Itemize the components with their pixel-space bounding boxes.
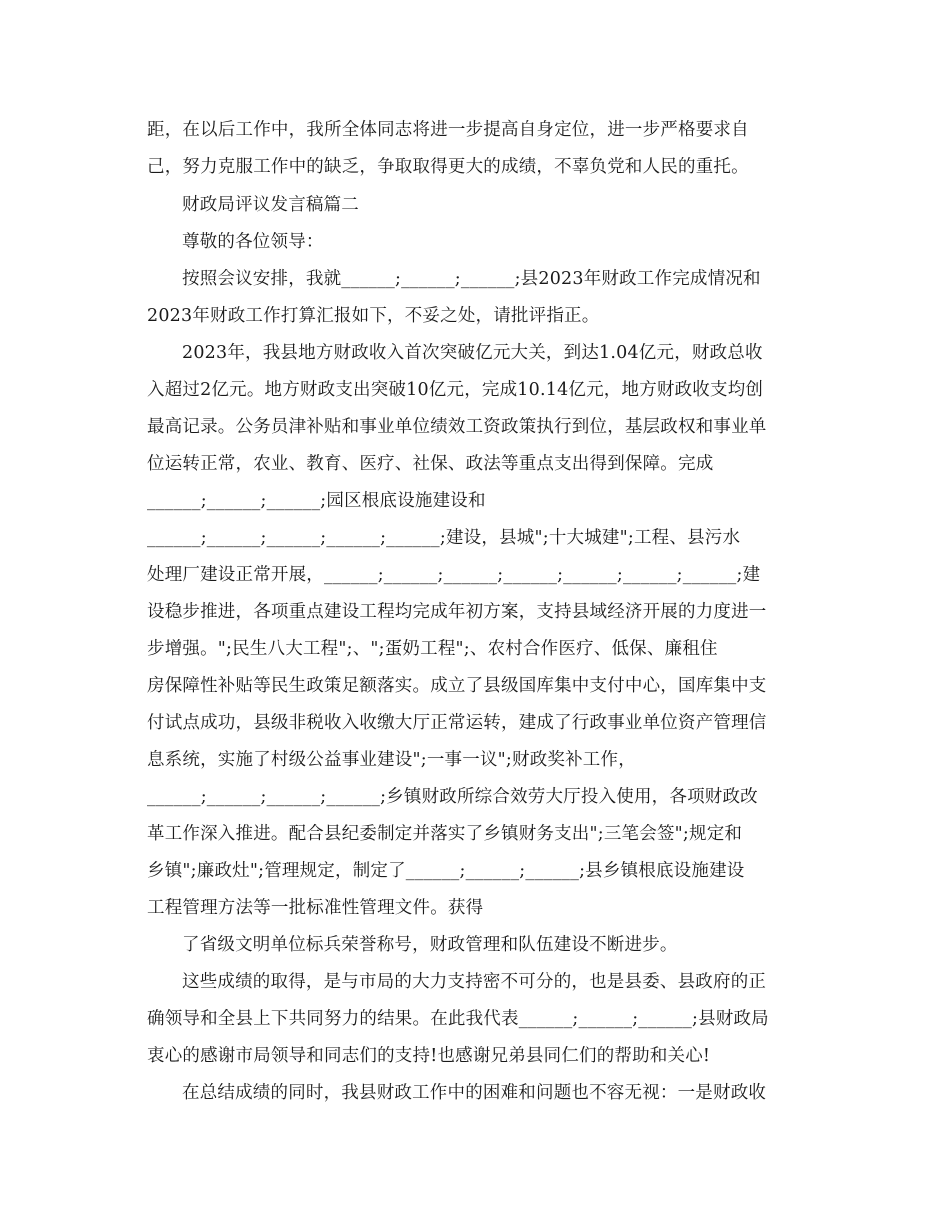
text-line: 付试点成功，县级非税收入收缴大厅正常运转，建成了行政事业单位资产管理信 [147,713,767,733]
text-line: 最高记录。公务员津补贴和事业单位绩效工资政策执行到位，基层政权和事业单 [147,417,767,437]
text-line: 乡镇";廉政灶";管理规定，制定了______;______;______;县乡镇根底设施建设 [147,861,745,881]
section-heading: 财政局评议发言稿篇二 [182,195,359,215]
text-line: 在总结成绩的同时，我县财政工作中的困难和问题也不容无视：一是财政收 [182,1083,767,1103]
text-line: ______;______;______;园区根底设施建设和 [147,491,486,511]
text-line: 按照会议安排，我就______;______;______;县2023年财政工作完成情况和 [182,269,761,289]
text-line: 确领导和全县上下共同努力的结果。在此我代表______;______;______;县财政局 [147,1009,769,1029]
text-line: 位运转正常，农业、教育、医疗、社保、政法等重点支出得到保障。完成 [147,454,714,474]
text-line: 这些成绩的取得，是与市局的大力支持密不可分的，也是县委、县政府的正 [182,972,767,992]
text-line: 工程管理方法等一批标准性管理文件。获得 [147,898,484,918]
text-line: 2023年，我县地方财政收入首次突破亿元大关，到达1.04亿元，财政总收 [182,343,763,363]
text-line: 房保障性补贴等民生政策足额落实。成立了县级国库集中支付中心，国库集中支 [147,676,767,696]
text-line: 己，努力克服工作中的缺乏，争取取得更大的成绩，不辜负党和人民的重托。 [147,157,749,177]
text-line: ______;______;______;______;乡镇财政所综合效劳大厅投入使用，各项财政改 [147,787,758,807]
text-line: 2023年财政工作打算汇报如下，不妥之处，请批评指正。 [147,306,600,326]
text-line: ______;______;______;______;______;建设，县城";十大城建";工程、县污水 [147,528,741,548]
salutation: 尊敬的各位领导： [182,232,324,252]
text-line: 衷心的感谢市局领导和同志们的支持!也感谢兄弟县同仁们的帮助和关心! [147,1046,711,1066]
text-line: 设稳步推进，各项重点建设工程均完成年初方案，支持县域经济开展的力度进一 [147,602,767,622]
text-line: 了省级文明单位标兵荣誉称号，财政管理和队伍建设不断进步。 [182,935,678,955]
text-line: 息系统，实施了村级公益事业建设";一事一议";财政奖补工作， [147,750,636,770]
text-line: 步增强。";民生八大工程";、";蛋奶工程";、农村合作医疗、低保、廉租住 [147,639,718,659]
text-line: 革工作深入推进。配合县纪委制定并落实了乡镇财务支出";三笔会签";规定和 [147,824,743,844]
text-line: 入超过2亿元。地方财政支出突破10亿元，完成10.14亿元，地方财政收支均创 [147,380,764,400]
text-line: 距，在以后工作中，我所全体同志将进一步提高自身定位，进一步严格要求自 [147,120,749,140]
text-line: 处理厂建设正常开展，______;______;______;______;______;______;______;建 [147,565,761,585]
